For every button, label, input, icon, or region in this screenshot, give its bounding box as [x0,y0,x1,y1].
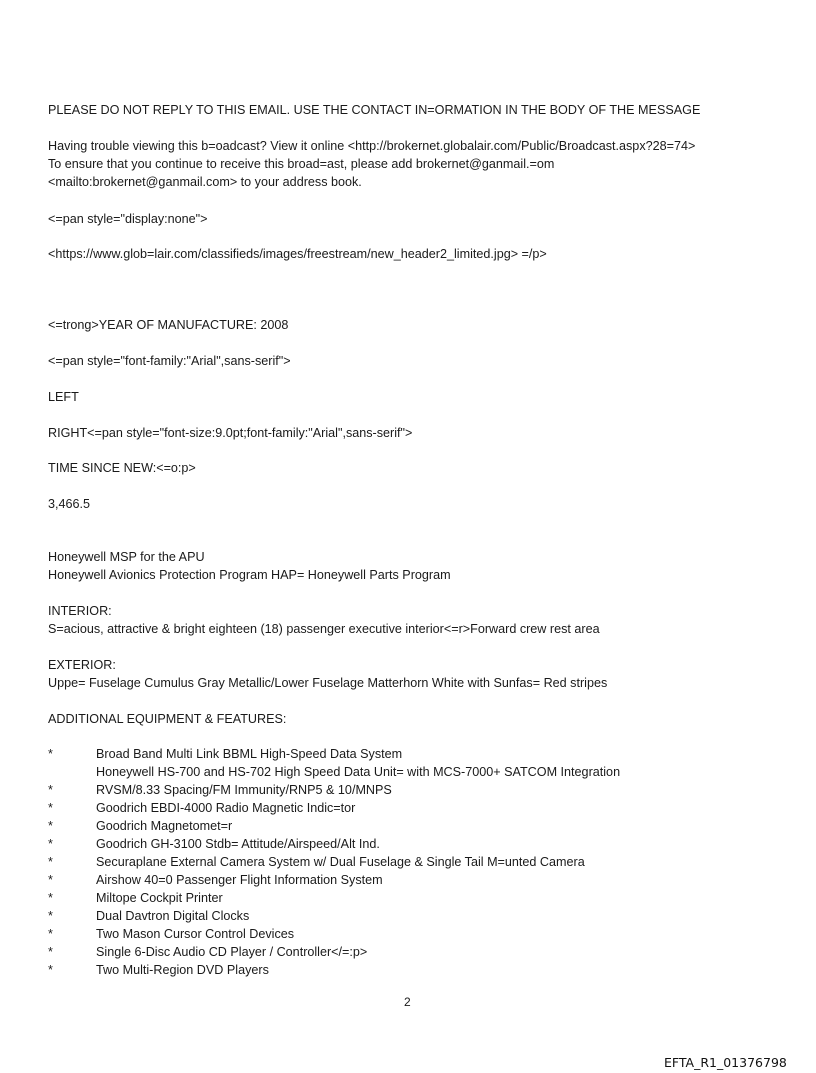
bullet-marker: * [48,819,53,833]
document-id: EFTA_R1_01376798 [664,1055,787,1070]
list-item-text: Dual Davtron Digital Clocks [96,909,250,923]
time-since-new-value: 3,466.5 [48,497,91,511]
view-online-line: Having trouble viewing this b=oadcast? View it online <http://brokernet.globalair.com/Public/Broadcast.aspx?28=74> [48,139,696,153]
msp-line: Honeywell MSP for the APU [48,550,205,564]
hap-line: Honeywell Avionics Protection Program HAP= Honeywell Parts Program [48,568,451,582]
interior-text: S=acious, attractive & bright eighteen (18) passenger executive interior<=r>Forward crew rest area [48,622,600,636]
interior-heading: INTERIOR: [48,604,112,618]
bullet-marker: * [48,837,53,851]
span-font-line: <=pan style="font-family:"Arial",sans-serif"> [48,354,291,368]
bullet-marker: * [48,945,53,959]
header-image-link: <https://www.glob=lair.com/classifieds/images/freestream/new_header2_limited.jpg> =/p> [48,247,547,261]
bullet-marker: * [48,801,53,815]
bullet-marker: * [48,747,53,761]
year-of-manufacture: <=trong>YEAR OF MANUFACTURE: 2008 [48,318,289,332]
page-number: 2 [404,995,411,1009]
list-item-text: Airshow 40=0 Passenger Flight Information System [96,873,383,887]
list-item-text: Goodrich GH-3100 Stdb= Attitude/Airspeed/Alt Ind. [96,837,380,851]
right-line: RIGHT<=pan style="font-size:9.0pt;font-family:"Arial",sans-serif"> [48,426,413,440]
bullet-marker: * [48,783,53,797]
bullet-marker: * [48,891,53,905]
exterior-text: Uppe= Fuselage Cumulus Gray Metallic/Lower Fuselage Matterhorn White with Sunfas= Red stripes [48,676,608,690]
time-since-new-label: TIME SINCE NEW:<=o:p> [48,461,196,475]
bullet-marker: * [48,927,53,941]
list-item-text: Two Multi-Region DVD Players [96,963,269,977]
ensure-line-1: To ensure that you continue to receive this broad=ast, please add brokernet@ganmail.=om [48,157,555,171]
list-item-text: Securaplane External Camera System w/ Dual Fuselage & Single Tail M=unted Camera [96,855,585,869]
list-item-text: Honeywell HS-700 and HS-702 High Speed Data Unit= with MCS-7000+ SATCOM Integration [96,765,621,779]
list-item-text: Goodrich Magnetomet=r [96,819,233,833]
list-item-text: Miltope Cockpit Printer [96,891,223,905]
span-hidden-line: <=pan style="display:none"> [48,212,208,226]
bullet-marker: * [48,909,53,923]
additional-heading: ADDITIONAL EQUIPMENT & FEATURES: [48,712,287,726]
list-item-text: Two Mason Cursor Control Devices [96,927,295,941]
exterior-heading: EXTERIOR: [48,658,116,672]
ensure-line-2: <mailto:brokernet@ganmail.com> to your address book. [48,175,362,189]
list-item-text: Goodrich EBDI-4000 Radio Magnetic Indic=tor [96,801,356,815]
bullet-marker: * [48,855,53,869]
left-label: LEFT [48,390,79,404]
bullet-marker: * [48,873,53,887]
bullet-marker: * [48,963,53,977]
list-item-text: Single 6-Disc Audio CD Player / Controller</=:p> [96,945,368,959]
header-notice: PLEASE DO NOT REPLY TO THIS EMAIL. USE THE CONTACT IN=ORMATION IN THE BODY OF THE MESSAGE [48,103,701,117]
list-item-text: RVSM/8.33 Spacing/FM Immunity/RNP5 & 10/MNPS [96,783,392,797]
list-item-text: Broad Band Multi Link BBML High-Speed Data System [96,747,403,761]
